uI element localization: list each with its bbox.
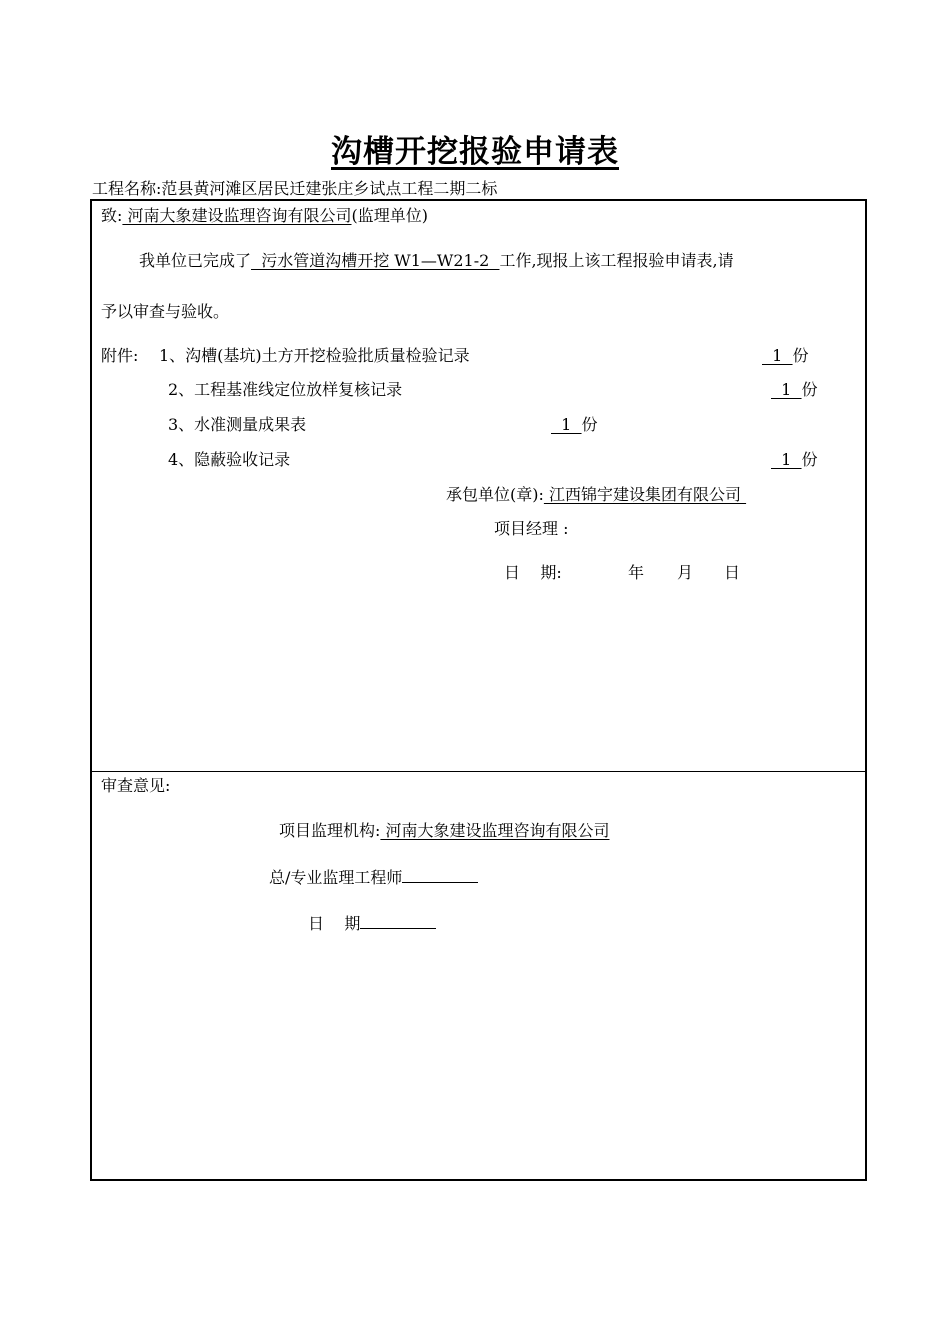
review-date-line <box>308 914 436 934</box>
attachment-count-2: 1 份 <box>771 380 818 399</box>
attachment-item-3: 3、水准测量成果表 <box>168 415 307 434</box>
contractor-label: 承包单位(章): <box>446 485 544 504</box>
engineer-label: 总/专业监理工程师 <box>269 868 403 887</box>
attachment-item-1: 1、沟槽(基坑)土方开挖检验批质量检验记录 <box>159 346 470 365</box>
statement-prefix: 我单位已完成了 <box>139 251 252 270</box>
attachment-item-4: 4、隐蔽验收记录 <box>168 450 291 469</box>
review-date-blank <box>360 914 436 929</box>
attachment-item-2: 2、工程基准线定位放样复核记录 <box>168 380 403 399</box>
supervision-org-label: 项目监理机构: <box>279 821 381 840</box>
addressee-suffix: (监理单位) <box>351 206 428 225</box>
addressee-line <box>101 206 428 226</box>
contractor-name: 江西锦宇建设集团有限公司 <box>543 485 747 504</box>
attachment-count-3: 1 份 <box>551 415 598 434</box>
review-label: 审查意见: <box>101 776 171 795</box>
contractor-date-label: 日 期: <box>504 563 562 582</box>
document-title: 沟槽开挖报验申请表 <box>331 134 619 170</box>
engineer-signature-blank <box>402 868 478 883</box>
project-name: 工程名称:范县黄河滩区居民迁建张庄乡试点工程二期二标 <box>92 179 498 198</box>
date-month: 月 <box>677 563 694 582</box>
date-day: 日 <box>724 563 741 582</box>
section-divider <box>92 771 865 772</box>
statement-line-2: 予以审查与验收。 <box>101 302 230 321</box>
attachment-count-1: 1 份 <box>762 346 809 365</box>
application-form-box <box>90 199 867 1181</box>
supervision-company: 河南大象建设监理咨询有限公司 <box>122 206 352 225</box>
attachment-count-4: 1 份 <box>771 450 818 469</box>
contractor-line <box>446 485 746 505</box>
work-item: 污水管道沟槽开挖 W1—W21-2 <box>251 251 500 270</box>
date-year: 年 <box>628 563 645 582</box>
statement-line-1 <box>139 251 734 271</box>
supervision-org-name: 河南大象建设监理咨询有限公司 <box>380 821 610 840</box>
statement-suffix: 工作,现报上该工程报验申请表,请 <box>499 251 734 270</box>
project-manager-label: 项目经理 : <box>494 519 569 538</box>
review-date-label: 日 期 <box>308 914 361 933</box>
attachments-label: 附件: <box>101 346 139 365</box>
addressee-prefix: 致: <box>101 206 123 225</box>
engineer-line <box>269 868 478 888</box>
supervision-org-line <box>279 821 610 841</box>
